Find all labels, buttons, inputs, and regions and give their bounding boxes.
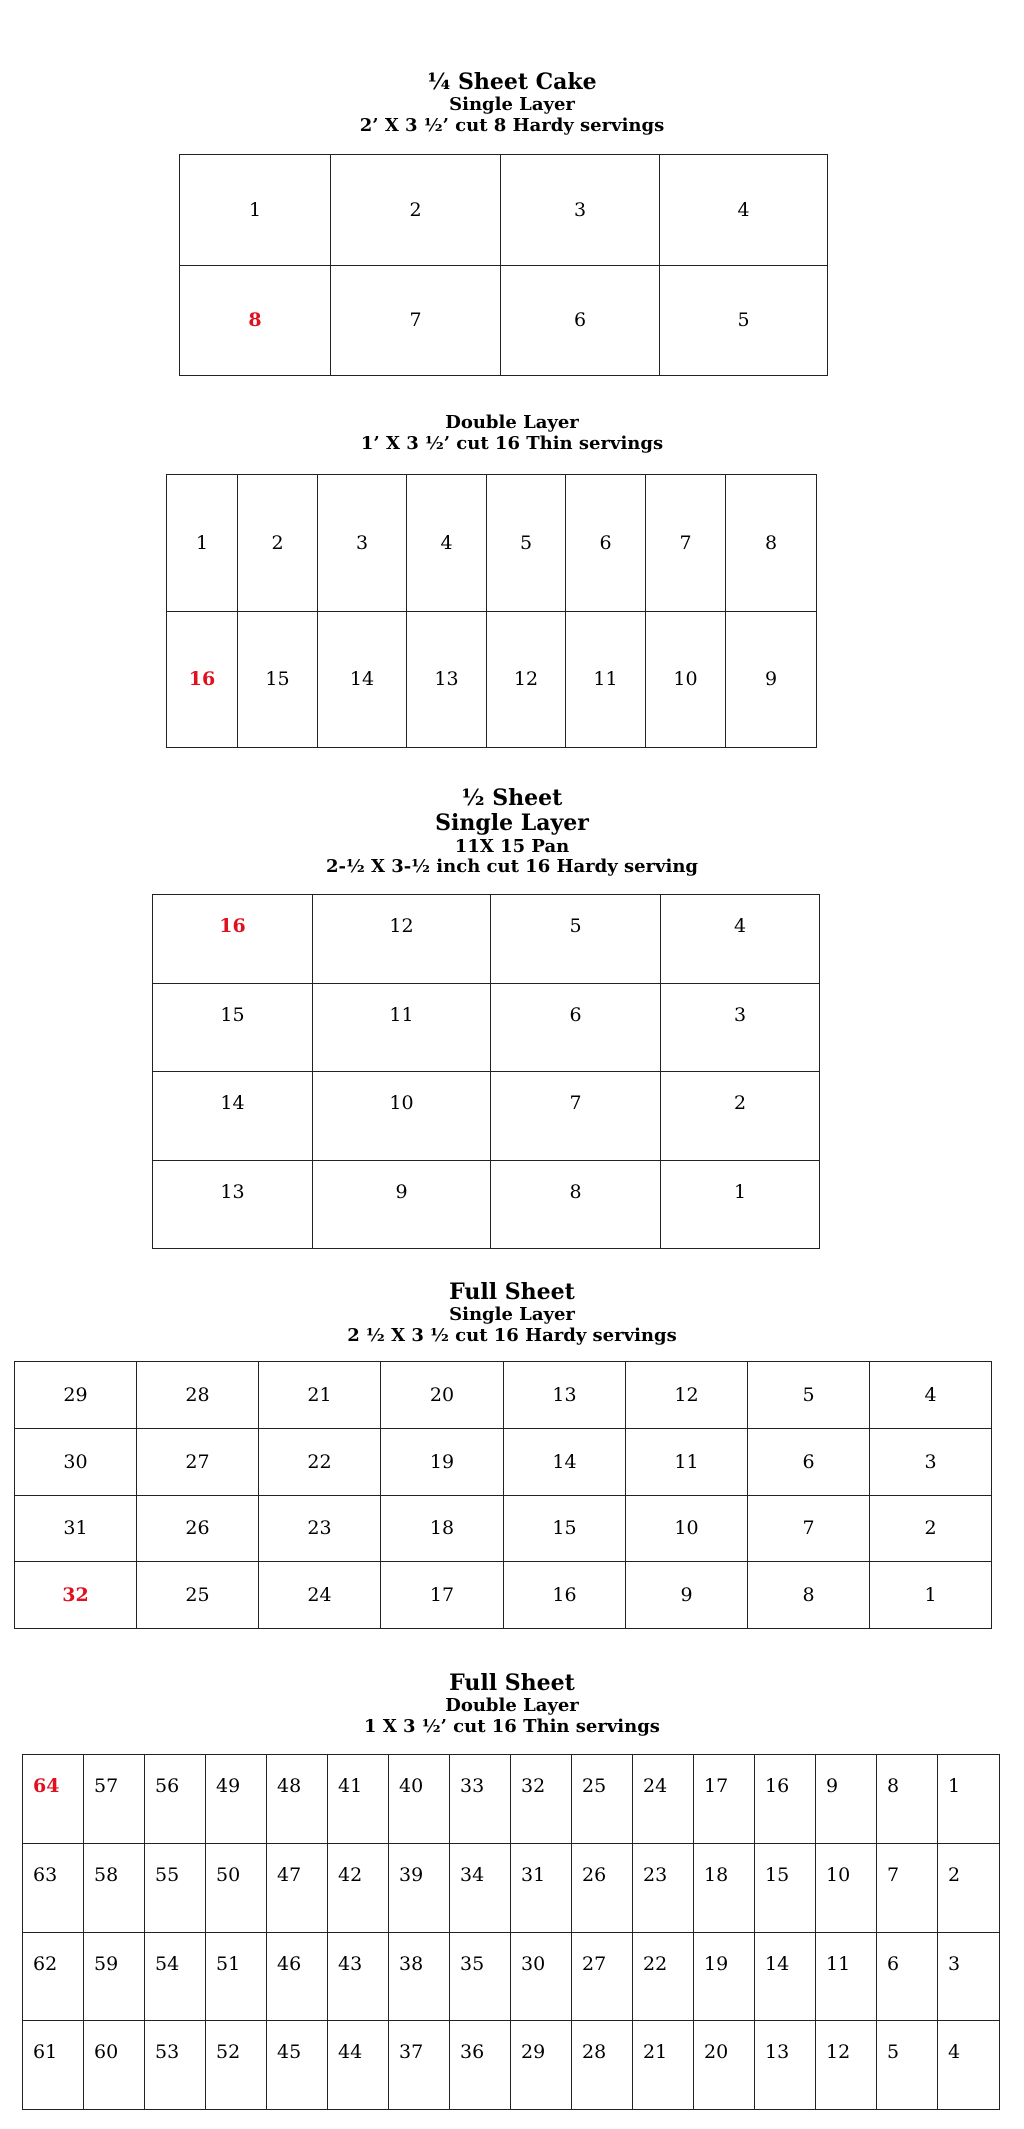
slice-cell: 6 — [877, 1932, 938, 2021]
slice-cell: 57 — [84, 1755, 145, 1844]
full-single-layer: Single Layer — [449, 1304, 575, 1326]
slice-cell: 1 — [180, 155, 331, 266]
slice-cell: 28 — [137, 1362, 259, 1429]
quarter-row — [180, 155, 828, 266]
slice-cell: 4 — [870, 1362, 992, 1429]
slice-cell: 18 — [694, 1843, 755, 1932]
quarter-double-heading — [0, 413, 1024, 454]
slice-cell: 5 — [491, 895, 661, 984]
slice-cell: 41 — [328, 1755, 389, 1844]
slice-cell: 47 — [267, 1843, 328, 1932]
slice-cell: 16 — [755, 1755, 816, 1844]
slice-cell: 1 — [167, 475, 238, 612]
half-row — [153, 1160, 820, 1249]
full-double-layer: Double Layer — [445, 1695, 579, 1717]
slice-cell: 2 — [238, 475, 318, 612]
full-double-row — [23, 2021, 1000, 2110]
quarter-sheet-cut: 2’ X 3 ½’ cut 8 Hardy servings — [359, 114, 665, 136]
slice-cell: 10 — [646, 611, 726, 748]
full-single-grid — [14, 1361, 992, 1629]
slice-cell: 7 — [491, 1072, 661, 1161]
full-single-cut: 2 ½ X 3 ½ cut 16 Hardy servings — [347, 1324, 677, 1346]
slice-cell: 53 — [145, 2021, 206, 2110]
quarter-sheet-heading — [0, 70, 1024, 137]
slice-cell: 59 — [84, 1932, 145, 2021]
slice-cell: 8 — [726, 475, 817, 612]
slice-cell: 63 — [23, 1843, 84, 1932]
half-row — [153, 1072, 820, 1161]
full-double-grid — [22, 1754, 1000, 2110]
slice-cell: 10 — [816, 1843, 877, 1932]
slice-cell: 54 — [145, 1932, 206, 2021]
slice-cell: 11 — [566, 611, 646, 748]
slice-cell: 40 — [389, 1755, 450, 1844]
slice-cell: 51 — [206, 1932, 267, 2021]
slice-cell: 21 — [259, 1362, 381, 1429]
slice-cell: 6 — [491, 983, 661, 1072]
slice-cell: 18 — [381, 1495, 504, 1562]
slice-cell: 46 — [267, 1932, 328, 2021]
slice-cell: 6 — [566, 475, 646, 612]
slice-cell: 14 — [755, 1932, 816, 2021]
slice-cell: 3 — [938, 1932, 1000, 2021]
slice-cell: 30 — [15, 1428, 137, 1495]
slice-cell: 2 — [331, 155, 501, 266]
slice-cell: 16 — [167, 611, 238, 748]
slice-cell: 23 — [633, 1843, 694, 1932]
full-double-cut: 1 X 3 ½’ cut 16 Thin servings — [364, 1715, 660, 1737]
slice-cell: 52 — [206, 2021, 267, 2110]
quarter-double-row — [167, 475, 817, 612]
slice-cell: 11 — [313, 983, 491, 1072]
quarter-double-row — [167, 611, 817, 748]
slice-cell: 14 — [153, 1072, 313, 1161]
slice-cell: 10 — [313, 1072, 491, 1161]
slice-cell: 9 — [626, 1562, 748, 1629]
slice-cell: 7 — [877, 1843, 938, 1932]
quarter-double-cut: 1’ X 3 ½’ cut 16 Thin servings — [360, 432, 664, 454]
slice-cell: 32 — [15, 1562, 137, 1629]
slice-cell: 12 — [626, 1362, 748, 1429]
slice-cell: 14 — [318, 611, 407, 748]
slice-cell: 44 — [328, 2021, 389, 2110]
slice-cell: 16 — [504, 1562, 626, 1629]
slice-cell: 3 — [661, 983, 820, 1072]
slice-cell: 7 — [331, 265, 501, 376]
full-double-title: Full Sheet — [449, 1670, 575, 1696]
slice-cell: 8 — [491, 1160, 661, 1249]
slice-cell: 26 — [137, 1495, 259, 1562]
slice-cell: 21 — [633, 2021, 694, 2110]
slice-cell: 5 — [877, 2021, 938, 2110]
slice-cell: 20 — [381, 1362, 504, 1429]
slice-cell: 64 — [23, 1755, 84, 1844]
slice-cell: 11 — [816, 1932, 877, 2021]
slice-cell: 33 — [450, 1755, 511, 1844]
quarter-double-grid — [166, 474, 817, 748]
slice-cell: 15 — [238, 611, 318, 748]
slice-cell: 1 — [661, 1160, 820, 1249]
slice-cell: 12 — [313, 895, 491, 984]
slice-cell: 35 — [450, 1932, 511, 2021]
slice-cell: 29 — [511, 2021, 572, 2110]
full-single-row — [15, 1562, 992, 1629]
slice-cell: 1 — [870, 1562, 992, 1629]
slice-cell: 4 — [407, 475, 487, 612]
slice-cell: 42 — [328, 1843, 389, 1932]
slice-cell: 24 — [633, 1755, 694, 1844]
slice-cell: 8 — [877, 1755, 938, 1844]
half-sheet-cut: 2-½ X 3-½ inch cut 16 Hardy serving — [326, 856, 698, 878]
slice-cell: 22 — [633, 1932, 694, 2021]
slice-cell: 17 — [381, 1562, 504, 1629]
slice-cell: 9 — [726, 611, 817, 748]
slice-cell: 34 — [450, 1843, 511, 1932]
slice-cell: 6 — [748, 1428, 870, 1495]
slice-cell: 4 — [938, 2021, 1000, 2110]
slice-cell: 25 — [137, 1562, 259, 1629]
slice-cell: 36 — [450, 2021, 511, 2110]
slice-cell: 30 — [511, 1932, 572, 2021]
slice-cell: 6 — [501, 265, 660, 376]
slice-cell: 5 — [748, 1362, 870, 1429]
slice-cell: 5 — [487, 475, 566, 612]
half-row — [153, 895, 820, 984]
quarter-sheet-grid — [179, 154, 828, 376]
slice-cell: 24 — [259, 1562, 381, 1629]
slice-cell: 58 — [84, 1843, 145, 1932]
slice-cell: 3 — [870, 1428, 992, 1495]
slice-cell: 27 — [137, 1428, 259, 1495]
slice-cell: 19 — [694, 1932, 755, 2021]
slice-cell: 9 — [816, 1755, 877, 1844]
quarter-sheet-title: ¼ Sheet Cake — [427, 69, 597, 95]
slice-cell: 14 — [504, 1428, 626, 1495]
full-single-title: Full Sheet — [449, 1279, 575, 1305]
slice-cell: 61 — [23, 2021, 84, 2110]
slice-cell: 26 — [572, 1843, 633, 1932]
slice-cell: 55 — [145, 1843, 206, 1932]
slice-cell: 50 — [206, 1843, 267, 1932]
slice-cell: 45 — [267, 2021, 328, 2110]
half-sheet-title: ½ Sheet — [461, 785, 563, 811]
slice-cell: 3 — [318, 475, 407, 612]
slice-cell: 11 — [626, 1428, 748, 1495]
slice-cell: 37 — [389, 2021, 450, 2110]
half-sheet-layer: Single Layer — [435, 810, 589, 837]
slice-cell: 23 — [259, 1495, 381, 1562]
slice-cell: 3 — [501, 155, 660, 266]
slice-cell: 31 — [511, 1843, 572, 1932]
slice-cell: 28 — [572, 2021, 633, 2110]
slice-cell: 19 — [381, 1428, 504, 1495]
slice-cell: 4 — [660, 155, 828, 266]
slice-cell: 49 — [206, 1755, 267, 1844]
quarter-sheet-layer: Single Layer — [449, 94, 575, 116]
slice-cell: 2 — [870, 1495, 992, 1562]
full-single-row — [15, 1495, 992, 1562]
full-single-row — [15, 1362, 992, 1429]
slice-cell: 10 — [626, 1495, 748, 1562]
slice-cell: 12 — [487, 611, 566, 748]
slice-cell: 15 — [755, 1843, 816, 1932]
slice-cell: 39 — [389, 1843, 450, 1932]
quarter-row — [180, 265, 828, 376]
half-sheet-heading — [0, 786, 1024, 878]
slice-cell: 29 — [15, 1362, 137, 1429]
slice-cell: 2 — [938, 1843, 1000, 1932]
slice-cell: 9 — [313, 1160, 491, 1249]
full-double-row — [23, 1843, 1000, 1932]
full-double-heading — [0, 1671, 1024, 1738]
full-double-row — [23, 1755, 1000, 1844]
slice-cell: 16 — [153, 895, 313, 984]
slice-cell: 22 — [259, 1428, 381, 1495]
slice-cell: 13 — [755, 2021, 816, 2110]
slice-cell: 43 — [328, 1932, 389, 2021]
slice-cell: 17 — [694, 1755, 755, 1844]
slice-cell: 31 — [15, 1495, 137, 1562]
slice-cell: 1 — [938, 1755, 1000, 1844]
full-single-row — [15, 1428, 992, 1495]
slice-cell: 12 — [816, 2021, 877, 2110]
half-row — [153, 983, 820, 1072]
slice-cell: 48 — [267, 1755, 328, 1844]
slice-cell: 60 — [84, 2021, 145, 2110]
slice-cell: 13 — [153, 1160, 313, 1249]
slice-cell: 38 — [389, 1932, 450, 2021]
slice-cell: 4 — [661, 895, 820, 984]
slice-cell: 15 — [504, 1495, 626, 1562]
full-double-row — [23, 1932, 1000, 2021]
slice-cell: 56 — [145, 1755, 206, 1844]
slice-cell: 13 — [407, 611, 487, 748]
slice-cell: 8 — [180, 265, 331, 376]
slice-cell: 15 — [153, 983, 313, 1072]
slice-cell: 8 — [748, 1562, 870, 1629]
quarter-double-layer: Double Layer — [445, 412, 579, 433]
half-sheet-grid — [152, 894, 820, 1249]
slice-cell: 20 — [694, 2021, 755, 2110]
slice-cell: 2 — [661, 1072, 820, 1161]
slice-cell: 32 — [511, 1755, 572, 1844]
slice-cell: 62 — [23, 1932, 84, 2021]
slice-cell: 25 — [572, 1755, 633, 1844]
slice-cell: 13 — [504, 1362, 626, 1429]
full-single-heading — [0, 1280, 1024, 1347]
half-sheet-pan: 11X 15 Pan — [454, 835, 570, 857]
slice-cell: 7 — [748, 1495, 870, 1562]
slice-cell: 5 — [660, 265, 828, 376]
slice-cell: 7 — [646, 475, 726, 612]
slice-cell: 27 — [572, 1932, 633, 2021]
